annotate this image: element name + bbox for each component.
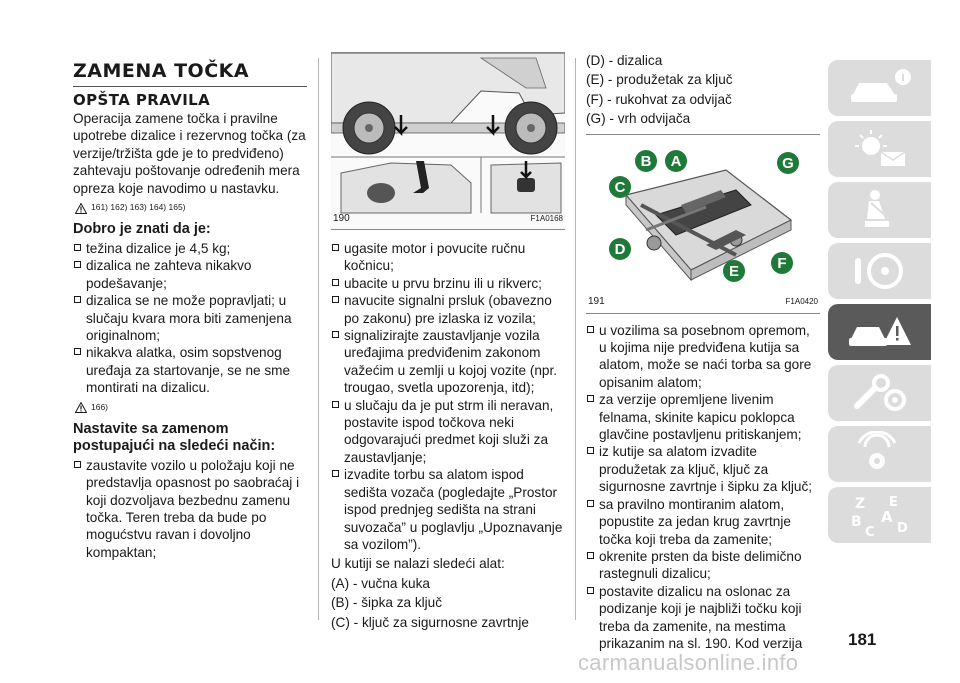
list-item: ubacite u prvu brzinu ili u rikverc; xyxy=(331,275,565,292)
svg-text:C: C xyxy=(614,178,626,196)
intro-paragraph: Operacija zamene točka i pravilne upotrebe dizalice i rezervnog točka (za verzije/tržišta gde je to predviđeno) zahtevaju poštovanje određenih mera opreza koje navodimo u nastavku. xyxy=(73,111,306,196)
service-wrench-icon xyxy=(845,370,915,416)
warning-refs-text: 166) xyxy=(91,401,109,412)
figure-letter-g xyxy=(776,151,800,179)
figure-190 xyxy=(331,52,565,230)
svg-text:C: C xyxy=(864,525,875,538)
alphabet-index-icon xyxy=(845,492,915,538)
chapter-tabs xyxy=(828,60,931,548)
tab-safety[interactable] xyxy=(828,182,931,238)
svg-text:D: D xyxy=(896,521,908,536)
column-3 xyxy=(586,52,820,652)
svg-text:A: A xyxy=(880,508,893,526)
figure-number: 190 xyxy=(333,212,350,224)
svg-text:Z: Z xyxy=(854,496,865,512)
tool-item: (C) - ključ za sigurnosne zavrtnje xyxy=(331,614,529,630)
section-title: ZAMENA TOČKA xyxy=(73,60,307,87)
procedure-heading: Nastavite sa zamenom postupajući na sledeći način: xyxy=(73,420,276,454)
svg-text:E: E xyxy=(728,262,740,280)
section-subtitle: OPŠTA PRAVILA xyxy=(73,91,211,109)
airbag-seat-icon xyxy=(845,187,915,233)
figure-letter-e xyxy=(722,259,746,287)
figure-letter-c xyxy=(608,175,632,203)
tool-item: (A) - vučna kuka xyxy=(331,575,430,591)
good-to-know-heading: Dobro je znati da je: xyxy=(73,221,211,238)
svg-text:E: E xyxy=(888,495,898,510)
list-item: dizalica ne zahteva nikakvo podešavanje; xyxy=(73,257,307,292)
tool-item: (G) - vrh odvijača xyxy=(586,111,691,127)
tools-intro: U kutiji se nalazi sledeći alat: xyxy=(331,556,505,572)
emergency-car-icon xyxy=(845,309,915,355)
svg-text:D: D xyxy=(614,240,626,258)
watermark: carmanualsonline.info xyxy=(578,650,799,675)
page-number: 181 xyxy=(848,630,877,649)
figure-number: 191 xyxy=(588,296,605,308)
list-item: signalizirajte zaustavljanje vozila uređajima predviđenim zakonom važećim u zemlji u kojoj vozite (npr. trougao, svetla upozorenja, itd); xyxy=(331,327,565,397)
list-item: zaustavite vozilo u položaju koji ne predstavlja opasnost po saobraćaj i koji dozvoljava bezbednu zamenu točka. Teren treba da bude po mogućstvu ravan i dovoljno kompaktan; xyxy=(73,457,307,561)
tool-item: (D) - dizalica xyxy=(586,53,663,68)
figure-code: F1A0168 xyxy=(530,213,563,223)
warning-refs-2 xyxy=(75,399,307,417)
tab-starting-driving[interactable] xyxy=(828,243,931,299)
svg-text:A: A xyxy=(670,152,682,170)
key-steering-icon xyxy=(845,248,915,294)
warning-lights-icon xyxy=(845,126,915,172)
tab-alphabetical-index[interactable] xyxy=(828,487,931,543)
tab-maintenance[interactable] xyxy=(828,365,931,421)
list-item: izvadite torbu sa alatom ispod sedišta vozača (pogledajte „Prostor ispod prednjeg sedišta na strani suvozača” u poglavlju „Upoznavanje sa vozilom”). xyxy=(331,466,565,553)
warning-triangle-icon xyxy=(75,203,87,214)
svg-text:B: B xyxy=(640,152,652,170)
list-item: sa pravilno montiranim alatom, popustite za jedan krug zavrtnje točka koji treba da zamenite; xyxy=(586,496,820,548)
list-item: nikakva alatka, osim sopstvenog uređaja za startovanje, se ne sme montirati na dizalicu. xyxy=(73,344,307,396)
figure-letter-b xyxy=(634,149,658,177)
column-divider xyxy=(318,58,319,620)
list-item: iz kutije sa alatom izvadite produžetak za ključ, ključ za sigurnosne zavrtnje i šipku za ključ; xyxy=(586,443,820,495)
list-item: postavite dizalicu na oslonac za podizanje koji je najbliži točku koji treba da zamenite, na mestima prikazanim na sl. 190. Kod verzija xyxy=(586,583,820,653)
vehicle-jack-point-illustration xyxy=(331,53,565,229)
tab-emergency[interactable] xyxy=(828,304,931,360)
warning-triangle-icon xyxy=(75,402,87,413)
column-1 xyxy=(73,60,307,561)
list-item: težina dizalice je 4,5 kg; xyxy=(73,240,307,257)
tool-item: (F) - rukohvat za odvijač xyxy=(586,91,732,107)
car-info-icon xyxy=(845,65,915,111)
warning-refs-1 xyxy=(75,199,307,217)
column-divider xyxy=(575,58,576,620)
list-item: u vozilima sa posebnom opremom, u kojima nije predviđena kutija sa alatom, može se naći torba sa gore opisanim alatom; xyxy=(586,322,820,392)
figure-letter-d xyxy=(608,237,632,265)
multimedia-icon xyxy=(845,431,915,477)
tab-multimedia[interactable] xyxy=(828,426,931,482)
svg-text:G: G xyxy=(782,154,794,172)
list-item: ugasite motor i povucite ručnu kočnicu; xyxy=(331,240,565,275)
tab-warning-lights[interactable] xyxy=(828,121,931,177)
tool-item: (B) - šipka za ključ xyxy=(331,595,443,611)
svg-text:F: F xyxy=(777,254,787,272)
figure-letter-f xyxy=(770,251,794,279)
list-item: dizalica se ne može popravljati; u slučaju kvara mora biti zamenjena originalnom; xyxy=(73,292,307,344)
svg-text:B: B xyxy=(850,514,862,530)
list-item: u slučaju da je put strm ili neravan, postavite ispod točkova neki odgovarajući predmet koji služi za zaustavljanje; xyxy=(331,397,565,467)
tool-item: (E) - produžetak za ključ xyxy=(586,72,733,88)
figure-191 xyxy=(586,134,820,314)
figure-letter-a xyxy=(664,149,688,177)
list-item: navucite signalni prsluk (obavezno po zakonu) pre izlaska iz vozila; xyxy=(331,292,565,327)
tab-car-info[interactable] xyxy=(828,60,931,116)
column-2 xyxy=(331,52,565,631)
warning-refs-text: 161) 162) 163) 164) 165) xyxy=(91,202,186,213)
list-item: okrenite prsten da biste delimično rastegnuli dizalicu; xyxy=(586,548,820,583)
figure-code: F1A0420 xyxy=(785,297,818,307)
list-item: za verzije opremljene livenim felnama, skinite kapicu poklopca glavčine postavljenu pritiskanjem; xyxy=(586,391,820,443)
